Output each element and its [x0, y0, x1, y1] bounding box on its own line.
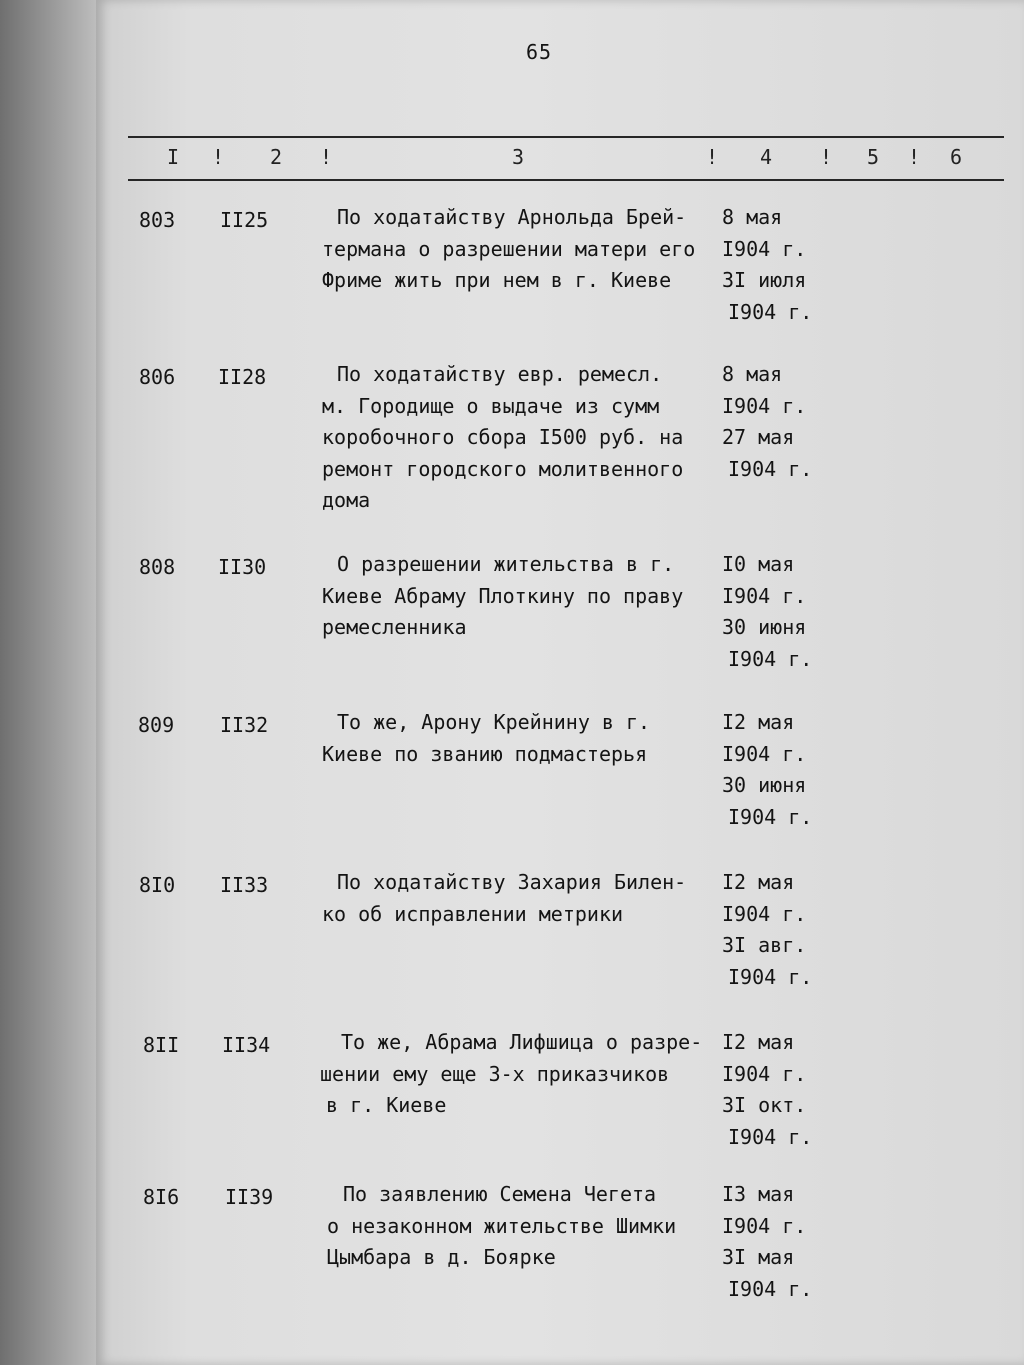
end-date-line: 3I мая	[722, 1245, 795, 1269]
entry-description-line: Киеве Абраму Плоткину по праву	[322, 583, 684, 608]
entry-number: 808	[139, 555, 176, 579]
start-date-line: I904 г.	[722, 1061, 807, 1086]
file-number: II30	[218, 555, 267, 579]
entry-number: 8I0	[139, 873, 176, 897]
start-date-line: I904 г.	[722, 741, 807, 766]
entry-description-line: О разрешении жительства в г.	[337, 552, 675, 576]
end-date-line: I904 г.	[728, 964, 813, 989]
facing-page-edge	[0, 0, 96, 1365]
entry-description-line: в г. Киеве	[326, 1093, 447, 1117]
entry-description-line: шении ему еще 3-х приказчиков	[320, 1061, 670, 1086]
start-date-line: I904 г.	[722, 393, 807, 418]
end-date-line: I904 г.	[728, 299, 813, 324]
entry-description-line: ремонт городского молитвенного	[322, 456, 684, 481]
file-number: II28	[218, 365, 267, 389]
end-date-line: 3I июля	[722, 268, 807, 292]
start-date-line: I904 г.	[722, 1213, 807, 1238]
end-date-line: I904 г.	[728, 804, 813, 829]
entry-description-line: Цымбара в д. Боярке	[327, 1245, 556, 1269]
start-date-line: I3 мая	[722, 1182, 795, 1206]
file-number: II34	[222, 1033, 271, 1057]
entry-description-line: м. Городище о выдаче из сумм	[322, 393, 660, 418]
entry-number: 806	[139, 365, 176, 389]
column-separator: !	[320, 145, 333, 169]
entry-description-line: Фриме жить при нем в г. Киеве	[322, 268, 672, 292]
entry-description-line: ремесленника	[322, 615, 467, 639]
column-header-1: I	[167, 145, 180, 169]
column-header-5: 5	[867, 145, 880, 169]
entry-description-line: дома	[322, 488, 371, 512]
entry-description-line: о незаконном жительстве Шимки	[327, 1213, 677, 1238]
end-date-line: I904 г.	[728, 456, 813, 481]
column-header-2: 2	[270, 145, 283, 169]
column-separator: !	[820, 145, 833, 169]
end-date-line: 30 июня	[722, 615, 807, 639]
end-date-line: I904 г.	[728, 1276, 813, 1301]
start-date-line: 8 мая	[722, 205, 783, 229]
entry-description-line: По заявлению Семена Чегета	[343, 1182, 657, 1206]
entry-description-line: По ходатайству евр. ремесл.	[337, 362, 663, 386]
column-header-4: 4	[760, 145, 773, 169]
file-number: II32	[220, 713, 269, 737]
end-date-line: 30 июня	[722, 773, 807, 797]
end-date-line: 3I авг.	[722, 933, 807, 957]
entry-number: 803	[139, 208, 176, 232]
start-date-line: 8 мая	[722, 362, 783, 386]
header-rule-top	[128, 136, 1004, 138]
column-separator: !	[212, 145, 225, 169]
start-date-line: I0 мая	[722, 552, 795, 576]
start-date-line: I904 г.	[722, 236, 807, 261]
page-number: 65	[526, 40, 553, 64]
entry-number: 8II	[143, 1033, 180, 1057]
start-date-line: I2 мая	[722, 1030, 795, 1054]
entry-description-line: ко об исправлении метрики	[322, 901, 624, 926]
start-date-line: I904 г.	[722, 901, 807, 926]
entry-description-line: Киеве по званию подмастерья	[322, 741, 648, 766]
file-number: II25	[220, 208, 269, 232]
start-date-line: I904 г.	[722, 583, 807, 608]
entry-description-line: То же, Абрама Лифшица о разре-	[341, 1030, 703, 1054]
entry-description-line: По ходатайству Арнольда Брей-	[337, 205, 687, 229]
column-separator: !	[908, 145, 921, 169]
end-date-line: I904 г.	[728, 1124, 813, 1149]
column-separator: !	[706, 145, 719, 169]
column-header-3: 3	[512, 145, 525, 169]
entry-description-line: По ходатайству Захария Билен-	[337, 870, 687, 894]
start-date-line: I2 мая	[722, 710, 795, 734]
column-header-6: 6	[950, 145, 963, 169]
entry-description-line: То же, Арону Крейнину в г.	[337, 710, 651, 734]
header-rule-bottom	[128, 179, 1004, 181]
entry-number: 809	[138, 713, 175, 737]
entry-description-line: коробочного сбора I500 руб. на	[322, 425, 684, 449]
end-date-line: I904 г.	[728, 646, 813, 671]
end-date-line: 27 мая	[722, 425, 795, 449]
entry-description-line: термана о разрешении матери его	[322, 236, 696, 261]
file-number: II39	[225, 1185, 274, 1209]
entry-number: 8I6	[143, 1185, 180, 1209]
start-date-line: I2 мая	[722, 870, 795, 894]
file-number: II33	[220, 873, 269, 897]
end-date-line: 3I окт.	[722, 1093, 807, 1117]
